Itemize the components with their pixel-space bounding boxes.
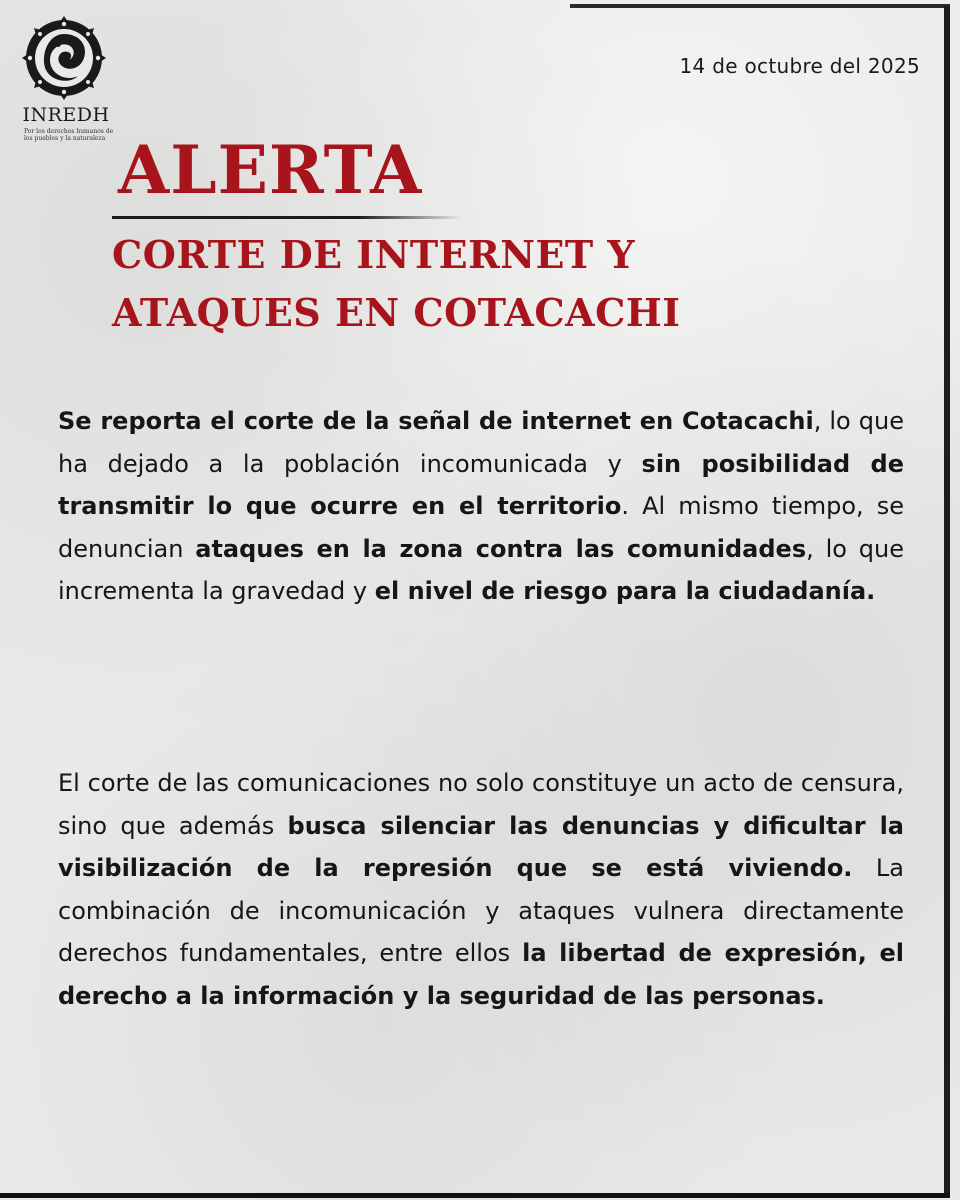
p2-bold-2: busca silenciar las denuncias y dificultar la visibilización de la represión que se está viviendo. <box>58 811 904 882</box>
p1-text-6: , lo que incrementa la gravedad y <box>58 534 904 605</box>
p2-bold-4: la libertad de expresión, el derecho a la información y la seguridad de las personas. <box>58 939 904 1010</box>
frame-top-border <box>570 4 950 8</box>
paragraph-1 <box>58 400 904 613</box>
p1-bold-5: ataques en la zona contra las comunidades <box>195 534 807 563</box>
alert-subtitle <box>112 226 872 342</box>
logo-emblem-icon <box>14 14 114 104</box>
p2-text-3: La combinación de incomunicación y ataques vulnera directamente derechos fundamentales, entre ellos <box>58 854 904 967</box>
publication-date: 14 de octubre del 2025 <box>679 54 920 78</box>
subtitle-line-1: CORTE DE INTERNET Y <box>112 232 636 277</box>
p1-text-4: . Al mismo tiempo, se denuncian <box>58 492 904 563</box>
subtitle-line-2: ATAQUES EN COTACACHI <box>112 290 681 335</box>
frame-right-border <box>944 6 950 1194</box>
p1-bold-3: sin posibilidad de transmitir lo que ocurre en el territorio <box>58 449 904 520</box>
inredh-logo <box>14 14 114 144</box>
logo-tagline: Por los derechos humanos de los pueblos y la naturaleza <box>24 128 114 142</box>
p1-text-2: , lo que ha dejado a la población incomunicada y <box>58 407 904 478</box>
logo-wordmark: INREDH <box>22 104 110 126</box>
alert-title: ALERTA <box>118 131 423 209</box>
p1-bold-7: el nivel de riesgo para la ciudadanía. <box>374 577 876 605</box>
paragraph-2 <box>58 762 904 1017</box>
p2-text-1: El corte de las comunicaciones no solo constituye un acto de censura, sino que además <box>58 769 904 840</box>
p1-bold-1: Se reporta el corte de la señal de internet en Cotacachi <box>58 407 814 435</box>
frame-bottom-border <box>0 1193 950 1198</box>
title-divider <box>112 216 462 219</box>
